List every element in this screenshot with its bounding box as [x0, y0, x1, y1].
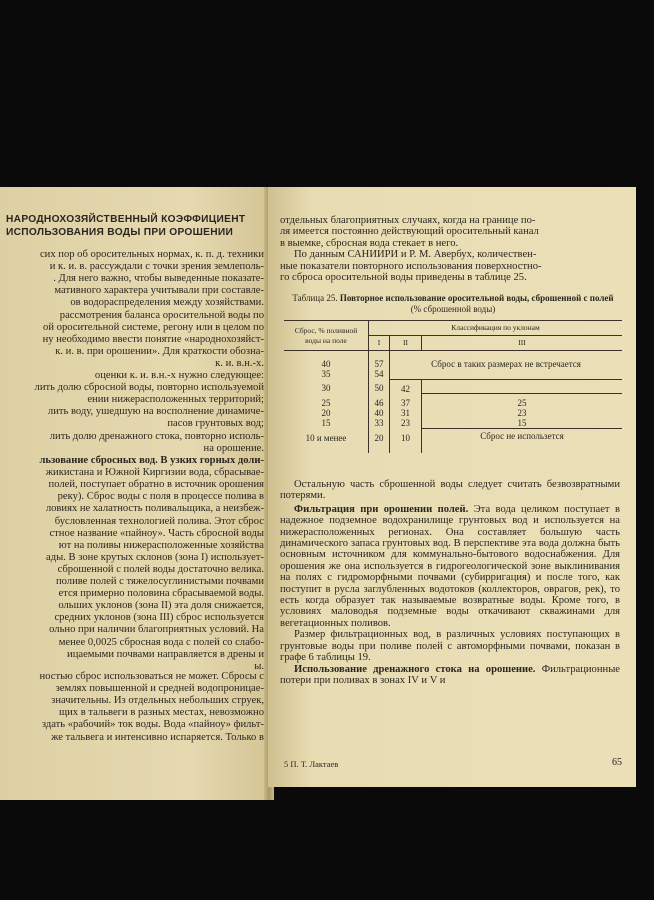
para-filtration	[280, 504, 620, 629]
intro-line: го сброса оросительной воды приведены в таблице 25.	[280, 272, 527, 284]
cell-sbros: 25	[321, 397, 331, 408]
footer-signature: 5 П. Т. Лактаев	[284, 759, 339, 769]
left-text-line: сих пор об оросительных нормах, к. п. д. техники	[39, 249, 264, 260]
table-row	[284, 418, 622, 429]
cell-zone-1: 54	[369, 369, 390, 379]
drainage-text: Фильтрационные потери при поливах в зонах IV и V и	[280, 663, 621, 686]
left-text-line: менее 0,0025 сбросная вода с полей со слабо-	[58, 636, 264, 648]
table-row	[284, 408, 622, 418]
intro-paragraph	[280, 215, 620, 283]
cell-zone-2: 10	[390, 429, 422, 453]
left-text-line: на орошение.	[203, 442, 264, 454]
cell-zone-3	[421, 379, 622, 394]
left-text-line: ении нижерасположенных территорий;	[87, 394, 264, 406]
col-header-sbros: Сброс, % поливной воды на поле	[284, 321, 369, 351]
left-text-line: ольших уклонов (зона II) эта доля снижается,	[58, 600, 264, 612]
left-text-line: ностью сброс использоваться не может. Сбросы с	[39, 671, 264, 682]
left-text-line: к. и. в.н.-х.	[215, 357, 264, 369]
left-text-line: стное название «пайноу». Часть сбросной воды	[49, 527, 264, 539]
left-text-line: ицаемыми почвами направляется в дрены и	[67, 648, 264, 660]
right-page	[268, 187, 636, 787]
cell-zone-1: 33	[369, 418, 390, 429]
left-text-line: лить долю дренажного стока, повторно исполь-	[49, 430, 264, 442]
filtration-title: Фильтрация при орошении полей.	[294, 503, 469, 515]
left-text-line: лить долю сбросной воды, повторно используемой	[34, 382, 264, 394]
note-not-used: Сброс не использется	[421, 429, 622, 453]
col-header-zone-2: II	[390, 336, 422, 351]
left-text-line: же тальвега и интенсивно испаряется. Только в	[51, 731, 264, 743]
cell-zone-2: 23	[390, 418, 422, 429]
col-header-zone-3: III	[421, 336, 622, 351]
table-row	[284, 379, 622, 394]
cell-sbros: 20	[321, 408, 331, 418]
cell-sbros: 10 и менее	[305, 432, 347, 443]
filtration-text: Эта вода целиком поступает в надежное подземное водохранилище грунтовых вод и используется на нижерасположенных регионах. Она составляет большую часть динамического запаса грунтовых вод. В перспективе эта вода должна быть основным источником для коммунально-бытового водоснабжения. Для орошения же она используется в гидрогеологической зоне выклинивания на полях с гидроморфными почвами (субирригация) и после того, как поступит в русла заглубленных водотоков (коллекторов, оврагов, рек), то есть когда образует так называемые возвратные воды. Кроме того, в условиях маловодья подземные воды откачивают скважинами для вегетационных поливов.	[280, 503, 620, 629]
left-text-line: пасов грунтовых вод;	[167, 418, 264, 430]
left-text-line: ольно при наличии благоприятных условий. На	[49, 624, 264, 636]
left-text-line: ов водораспределения между хозяйствами.	[70, 297, 264, 309]
left-text-line: . Для него важно, чтобы выведенные показате-	[53, 273, 264, 285]
left-text-line: бусловленная технологией полива. Этот сброс	[54, 515, 264, 527]
table-row	[284, 394, 622, 409]
intro-line: отдельных благоприятных случаях, когда на границе по-	[280, 215, 536, 226]
cell-zone-3: 23	[421, 408, 622, 418]
intro-line: По данным САНИИРИ и Р. М. Авербух, количествен-	[294, 249, 537, 261]
left-text-line: жикистана и Южной Киргизии вода, сбрасывае-	[45, 467, 264, 479]
left-text-line: щих в тальвеги в разных местах, невозможно	[58, 707, 264, 719]
cell-zone-1: 46	[369, 394, 390, 409]
left-text-line: к. и. в. при орошении». Для краткости обозна-	[55, 345, 264, 357]
section-heading-line-2: ИСПОЛЬЗОВАНИЯ ВОДЫ ПРИ ОРОШЕНИИ	[6, 227, 234, 238]
left-text-line: ется примерно половина сбрасываемой воды.	[58, 588, 264, 600]
left-text-line: значительны. Из отдельных небольших струек,	[51, 695, 264, 707]
table-25	[284, 320, 622, 453]
para-rest: Остальную часть сброшенной воды следует считать безвозвратными потерями.	[280, 479, 620, 502]
left-text-line: реку). Сброс воды с поля в процессе полива в	[57, 491, 264, 503]
cell-zone-1: 57	[369, 351, 390, 370]
cell-zone-3: 25	[421, 394, 622, 409]
left-text-line: лить воду, ушедшую на восполнение динамиче-	[47, 406, 264, 418]
cell-sbros: 40	[321, 359, 331, 369]
table-row	[284, 429, 622, 453]
left-text-line: сброшенной с полей воды достаточно велика.	[57, 563, 264, 575]
cell-zone-2: 31	[390, 408, 422, 418]
left-text-line: средних уклонов (зона III) сброс используется	[54, 612, 264, 624]
cell-zone-2: 42	[390, 379, 422, 394]
left-text-line: поливе полей с тяжелосуглинистыми почвами	[55, 576, 264, 587]
note-no-such: Сброс в таких размерах не встречается	[390, 351, 622, 380]
body-text-block	[280, 479, 620, 686]
left-text-line: землях повышенной и средней водопроницае-	[55, 683, 264, 695]
cell-sbros: 30	[321, 383, 331, 393]
para-filtration-size: Размер фильтрационных вод, в различных условиях поступающих в грунтовые воды при поливе полей с автоморфными почвами, показан в графе 6 таблицы 19.	[280, 629, 620, 664]
col-header-zone-1: I	[369, 336, 390, 351]
left-text-line: здать «рабочий» ток воды. Вода «пайноу» фильт-	[41, 719, 264, 731]
table-row	[284, 351, 622, 370]
table-caption-title: Повторное использование оросительной воды, сброшенной с полей	[339, 293, 614, 303]
left-text-line: ы.	[254, 660, 264, 672]
para-drainage	[280, 664, 620, 687]
left-text-line: ады. В зоне крутых склонов (зона I) использует-	[46, 551, 264, 563]
left-text-line: льзование сбросных вод. В узких горных доли-	[39, 455, 264, 466]
table-caption-unit: (% сброшенной воды)	[410, 304, 496, 314]
cell-zone-3: 15	[421, 418, 622, 429]
cell-zone-2: 37	[390, 394, 422, 409]
col-group-header: Классификация по уклонам	[369, 321, 623, 336]
left-text-line: ловиях не халатность поливальщика, а неизбеж-	[45, 503, 264, 515]
left-page	[0, 187, 268, 800]
left-text-line: полей, поступает обратно в источник орошения	[48, 479, 264, 491]
intro-line: ля имеется постоянно действующий оросительный канал	[280, 226, 539, 238]
cell-zone-1: 50	[369, 379, 390, 394]
table-caption	[288, 293, 618, 315]
left-text-line: и к. и. в. рассуждали с точки зрения землеполь-	[49, 261, 264, 273]
cell-zone-1: 20	[369, 429, 390, 453]
intro-line: в выемке, сбросная вода стекает в него.	[280, 237, 459, 249]
cell-zone-1: 40	[369, 408, 390, 418]
drainage-title: Использование дренажного стока на орошение.	[294, 663, 536, 675]
left-text-line: оценки к. и. в.н.-х нужно следующее:	[94, 370, 264, 381]
intro-line: ные показатели повторного использования поверхностно-	[280, 260, 542, 272]
cell-sbros: 15	[321, 418, 331, 428]
table-caption-label: Таблица 25.	[292, 293, 338, 303]
left-text-line: мативного характера учитывали при составле-	[54, 285, 264, 297]
left-text-line: ой оросительной системе, регону или в целом по	[43, 321, 264, 333]
cell-sbros: 35	[321, 369, 331, 379]
left-text-line: рассмотрения баланса оросительной воды по	[59, 309, 264, 321]
section-heading-line-1: НАРОДНОХОЗЯЙСТВЕННЫЙ КОЭФФИЦИЕНТ	[6, 214, 246, 225]
page-number: 65	[612, 757, 622, 768]
left-text-line: ну необходимо ввести понятие «народнохозяйст-	[42, 333, 264, 345]
left-text-line: ют на поливы нижерасположенные хозяйства	[58, 539, 264, 551]
